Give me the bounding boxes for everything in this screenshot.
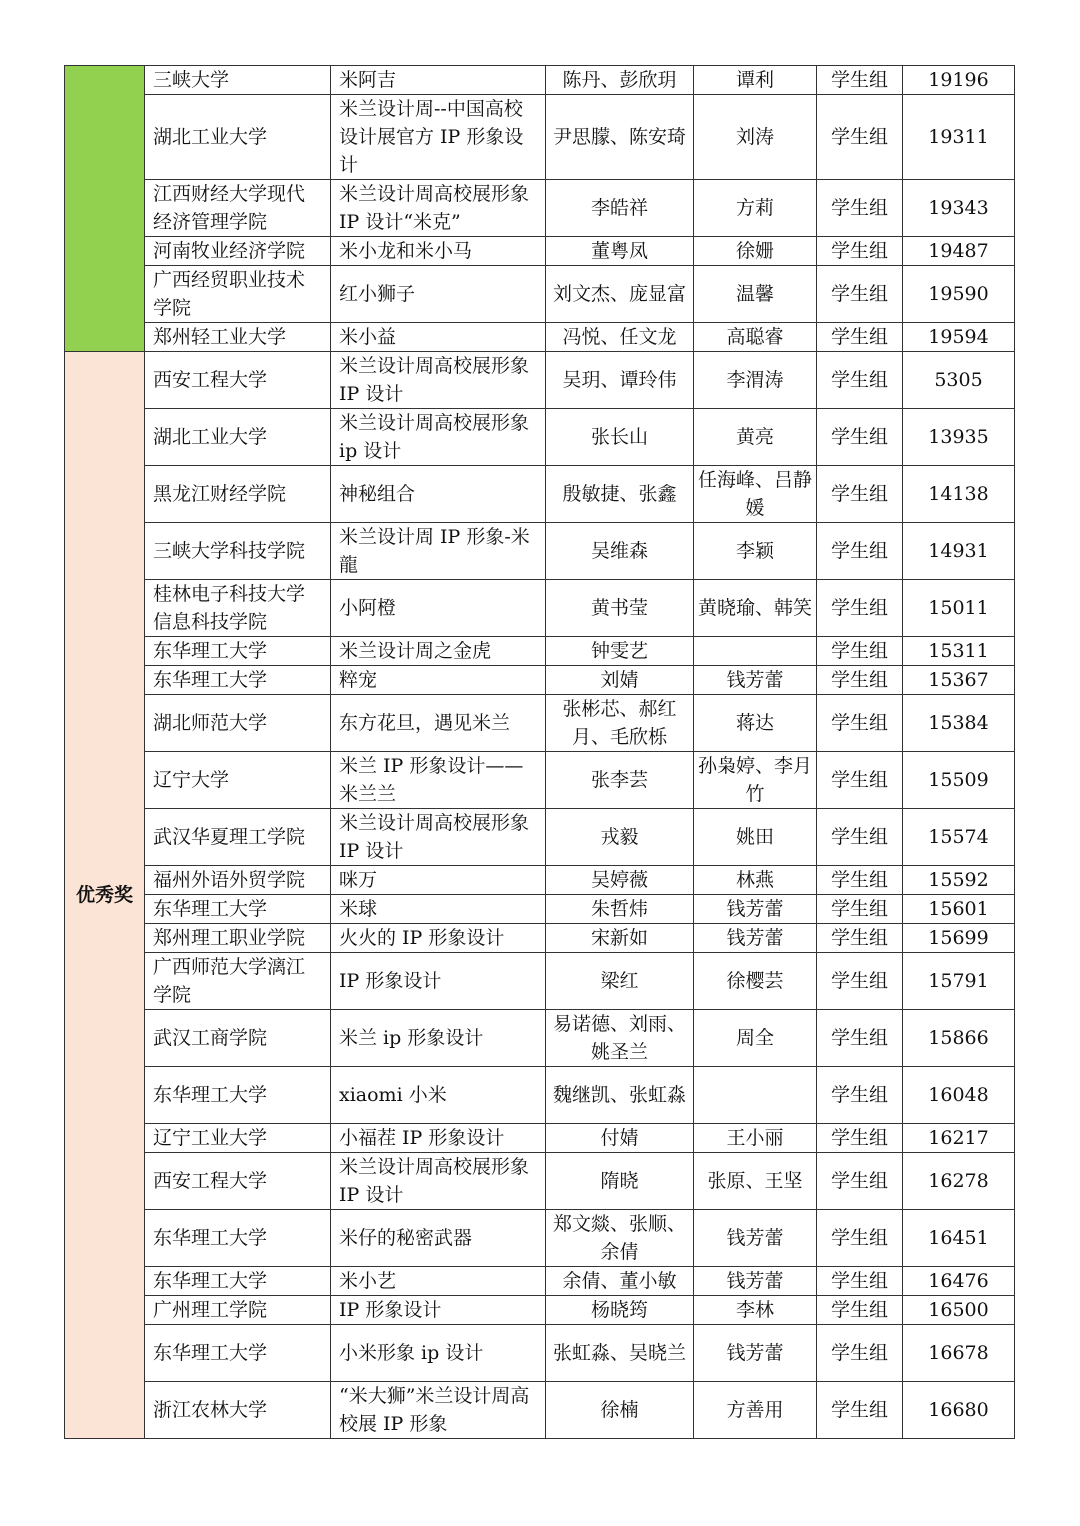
category-cell: 学生组: [817, 695, 903, 752]
authors-cell: 刘婧: [546, 666, 694, 695]
entry-id-cell: 16680: [903, 1382, 1015, 1439]
school-cell: 东华理工大学: [145, 1267, 331, 1296]
category-cell: 学生组: [817, 237, 903, 266]
advisor-cell: 钱芳蕾: [694, 924, 817, 953]
work-title-cell: xiaomi 小米: [331, 1067, 546, 1124]
school-cell: 浙江农林大学: [145, 1382, 331, 1439]
work-title-cell: 粹宠: [331, 666, 546, 695]
entry-id-cell: 13935: [903, 409, 1015, 466]
category-cell: 学生组: [817, 1382, 903, 1439]
authors-cell: 冯悦、任文龙: [546, 323, 694, 352]
authors-cell: 刘文杰、庞显富: [546, 266, 694, 323]
school-cell: 东华理工大学: [145, 1067, 331, 1124]
authors-cell: 殷敏捷、张鑫: [546, 466, 694, 523]
school-cell: 湖北师范大学: [145, 695, 331, 752]
entry-id-cell: 14138: [903, 466, 1015, 523]
advisor-cell: [694, 637, 817, 666]
advisor-cell: 徐樱芸: [694, 953, 817, 1010]
table-row: [65, 237, 1015, 266]
school-cell: 武汉工商学院: [145, 1010, 331, 1067]
table-row: [65, 637, 1015, 666]
category-cell: 学生组: [817, 1325, 903, 1382]
school-cell: 东华理工大学: [145, 1210, 331, 1267]
advisor-cell: 黄晓瑜、韩笑: [694, 580, 817, 637]
category-cell: 学生组: [817, 953, 903, 1010]
advisor-cell: 姚田: [694, 809, 817, 866]
table-row: [65, 666, 1015, 695]
award-level-cell: [65, 66, 145, 352]
table-row: [65, 523, 1015, 580]
entry-id-cell: 16217: [903, 1124, 1015, 1153]
category-cell: 学生组: [817, 1067, 903, 1124]
entry-id-cell: 14931: [903, 523, 1015, 580]
table-row: [65, 180, 1015, 237]
entry-id-cell: 15866: [903, 1010, 1015, 1067]
authors-cell: 戎毅: [546, 809, 694, 866]
work-title-cell: 火火的 IP 形象设计: [331, 924, 546, 953]
category-cell: 学生组: [817, 895, 903, 924]
advisor-cell: 李渭涛: [694, 352, 817, 409]
table-row: [65, 66, 1015, 95]
table-row: [65, 323, 1015, 352]
school-cell: 辽宁大学: [145, 752, 331, 809]
authors-cell: 黄书莹: [546, 580, 694, 637]
school-cell: 河南牧业经济学院: [145, 237, 331, 266]
entry-id-cell: 19590: [903, 266, 1015, 323]
table-row: [65, 866, 1015, 895]
entry-id-cell: 15574: [903, 809, 1015, 866]
entry-id-cell: 15592: [903, 866, 1015, 895]
work-title-cell: 米兰设计周高校展形象 IP 设计: [331, 809, 546, 866]
table-row: [65, 1067, 1015, 1124]
advisor-cell: 钱芳蕾: [694, 1325, 817, 1382]
table-row: [65, 809, 1015, 866]
entry-id-cell: 16476: [903, 1267, 1015, 1296]
school-cell: 郑州轻工业大学: [145, 323, 331, 352]
category-cell: 学生组: [817, 666, 903, 695]
authors-cell: 隋晓: [546, 1153, 694, 1210]
category-cell: 学生组: [817, 1210, 903, 1267]
award-list-table: [64, 65, 1015, 1439]
advisor-cell: 黄亮: [694, 409, 817, 466]
work-title-cell: 米兰设计周高校展形象 IP 设计“米克”: [331, 180, 546, 237]
work-title-cell: 米兰设计周高校展形象 IP 设计: [331, 352, 546, 409]
category-cell: 学生组: [817, 352, 903, 409]
school-cell: 桂林电子科技大学信息科技学院: [145, 580, 331, 637]
entry-id-cell: 15384: [903, 695, 1015, 752]
work-title-cell: 米兰设计周高校展形象 ip 设计: [331, 409, 546, 466]
school-cell: 黑龙江财经学院: [145, 466, 331, 523]
work-title-cell: 米小益: [331, 323, 546, 352]
advisor-cell: 钱芳蕾: [694, 666, 817, 695]
table-row: [65, 1267, 1015, 1296]
authors-cell: 李皓祥: [546, 180, 694, 237]
entry-id-cell: 19487: [903, 237, 1015, 266]
work-title-cell: 东方花旦，遇见米兰: [331, 695, 546, 752]
authors-cell: 张虹淼、吴晓兰: [546, 1325, 694, 1382]
advisor-cell: [694, 1067, 817, 1124]
advisor-cell: 李林: [694, 1296, 817, 1325]
authors-cell: 付婧: [546, 1124, 694, 1153]
school-cell: 西安工程大学: [145, 1153, 331, 1210]
advisor-cell: 钱芳蕾: [694, 1210, 817, 1267]
category-cell: 学生组: [817, 866, 903, 895]
category-cell: 学生组: [817, 637, 903, 666]
table-row: [65, 266, 1015, 323]
school-cell: 三峡大学科技学院: [145, 523, 331, 580]
advisor-cell: 钱芳蕾: [694, 1267, 817, 1296]
school-cell: 湖北工业大学: [145, 409, 331, 466]
school-cell: 西安工程大学: [145, 352, 331, 409]
table-row: [65, 1124, 1015, 1153]
authors-cell: 张彬芯、郝红月、毛欣栎: [546, 695, 694, 752]
award-level-cell: 优秀奖: [65, 352, 145, 1439]
table-row: [65, 695, 1015, 752]
advisor-cell: 张原、王坚: [694, 1153, 817, 1210]
category-cell: 学生组: [817, 809, 903, 866]
advisor-cell: 刘涛: [694, 95, 817, 180]
entry-id-cell: 15791: [903, 953, 1015, 1010]
table-row: [65, 1382, 1015, 1439]
authors-cell: 吴维森: [546, 523, 694, 580]
table-row: [65, 1010, 1015, 1067]
school-cell: 三峡大学: [145, 66, 331, 95]
school-cell: 江西财经大学现代经济管理学院: [145, 180, 331, 237]
authors-cell: 魏继凯、张虹淼: [546, 1067, 694, 1124]
category-cell: 学生组: [817, 924, 903, 953]
authors-cell: 易诺德、刘雨、姚圣兰: [546, 1010, 694, 1067]
category-cell: 学生组: [817, 466, 903, 523]
authors-cell: 钟雯艺: [546, 637, 694, 666]
authors-cell: 陈丹、彭欣玥: [546, 66, 694, 95]
entry-id-cell: 16500: [903, 1296, 1015, 1325]
advisor-cell: 方善用: [694, 1382, 817, 1439]
authors-cell: 宋新如: [546, 924, 694, 953]
advisor-cell: 孙枭婷、李月竹: [694, 752, 817, 809]
advisor-cell: 周全: [694, 1010, 817, 1067]
authors-cell: 余倩、董小敏: [546, 1267, 694, 1296]
category-cell: 学生组: [817, 752, 903, 809]
advisor-cell: 钱芳蕾: [694, 895, 817, 924]
category-cell: 学生组: [817, 266, 903, 323]
work-title-cell: 米兰设计周 IP 形象-米龍: [331, 523, 546, 580]
category-cell: 学生组: [817, 1124, 903, 1153]
school-cell: 湖北工业大学: [145, 95, 331, 180]
category-cell: 学生组: [817, 95, 903, 180]
advisor-cell: 温馨: [694, 266, 817, 323]
work-title-cell: 米兰 ip 形象设计: [331, 1010, 546, 1067]
entry-id-cell: 19311: [903, 95, 1015, 180]
table-row: [65, 752, 1015, 809]
authors-cell: 张李芸: [546, 752, 694, 809]
work-title-cell: IP 形象设计: [331, 953, 546, 1010]
school-cell: 辽宁工业大学: [145, 1124, 331, 1153]
table-row: [65, 466, 1015, 523]
table-row: [65, 95, 1015, 180]
work-title-cell: 米兰设计周--中国高校设计展官方 IP 形象设计: [331, 95, 546, 180]
award-list-body: [65, 66, 1015, 1439]
category-cell: 学生组: [817, 580, 903, 637]
advisor-cell: 李颖: [694, 523, 817, 580]
school-cell: 广西经贸职业技术学院: [145, 266, 331, 323]
work-title-cell: 米兰设计周之金虎: [331, 637, 546, 666]
table-row: [65, 1325, 1015, 1382]
table-row: [65, 924, 1015, 953]
work-title-cell: IP 形象设计: [331, 1296, 546, 1325]
advisor-cell: 王小丽: [694, 1124, 817, 1153]
advisor-cell: 高聪睿: [694, 323, 817, 352]
school-cell: 东华理工大学: [145, 666, 331, 695]
work-title-cell: 米阿吉: [331, 66, 546, 95]
school-cell: 东华理工大学: [145, 1325, 331, 1382]
advisor-cell: 方莉: [694, 180, 817, 237]
authors-cell: 吴婷薇: [546, 866, 694, 895]
table-row: [65, 1210, 1015, 1267]
advisor-cell: 蒋达: [694, 695, 817, 752]
work-title-cell: 米小艺: [331, 1267, 546, 1296]
category-cell: 学生组: [817, 1153, 903, 1210]
work-title-cell: 咪万: [331, 866, 546, 895]
entry-id-cell: 16048: [903, 1067, 1015, 1124]
advisor-cell: 谭利: [694, 66, 817, 95]
entry-id-cell: 15601: [903, 895, 1015, 924]
work-title-cell: 米仔的秘密武器: [331, 1210, 546, 1267]
table-row: [65, 1153, 1015, 1210]
table-row: [65, 895, 1015, 924]
school-cell: 武汉华夏理工学院: [145, 809, 331, 866]
authors-cell: 朱哲炜: [546, 895, 694, 924]
category-cell: 学生组: [817, 180, 903, 237]
work-title-cell: 红小狮子: [331, 266, 546, 323]
work-title-cell: “米大狮”米兰设计周高校展 IP 形象: [331, 1382, 546, 1439]
work-title-cell: 米球: [331, 895, 546, 924]
work-title-cell: 神秘组合: [331, 466, 546, 523]
entry-id-cell: 19196: [903, 66, 1015, 95]
work-title-cell: 米兰 IP 形象设计——米兰兰: [331, 752, 546, 809]
school-cell: 广州理工学院: [145, 1296, 331, 1325]
authors-cell: 杨晓筠: [546, 1296, 694, 1325]
school-cell: 郑州理工职业学院: [145, 924, 331, 953]
advisor-cell: 林燕: [694, 866, 817, 895]
authors-cell: 尹思朦、陈安琦: [546, 95, 694, 180]
table-row: [65, 352, 1015, 409]
work-title-cell: 米兰设计周高校展形象 IP 设计: [331, 1153, 546, 1210]
work-title-cell: 小米形象 ip 设计: [331, 1325, 546, 1382]
entry-id-cell: 19343: [903, 180, 1015, 237]
entry-id-cell: 15311: [903, 637, 1015, 666]
entry-id-cell: 15367: [903, 666, 1015, 695]
school-cell: 东华理工大学: [145, 637, 331, 666]
entry-id-cell: 19594: [903, 323, 1015, 352]
entry-id-cell: 16451: [903, 1210, 1015, 1267]
category-cell: 学生组: [817, 1267, 903, 1296]
authors-cell: 梁红: [546, 953, 694, 1010]
school-cell: 广西师范大学漓江学院: [145, 953, 331, 1010]
table-row: [65, 1296, 1015, 1325]
entry-id-cell: 15699: [903, 924, 1015, 953]
work-title-cell: 小阿橙: [331, 580, 546, 637]
work-title-cell: 小福茬 IP 形象设计: [331, 1124, 546, 1153]
category-cell: 学生组: [817, 66, 903, 95]
table-row: [65, 409, 1015, 466]
table-row: [65, 580, 1015, 637]
school-cell: 福州外语外贸学院: [145, 866, 331, 895]
table-row: [65, 953, 1015, 1010]
entry-id-cell: 15011: [903, 580, 1015, 637]
authors-cell: 张长山: [546, 409, 694, 466]
advisor-cell: 徐姗: [694, 237, 817, 266]
advisor-cell: 任海峰、吕静媛: [694, 466, 817, 523]
category-cell: 学生组: [817, 409, 903, 466]
category-cell: 学生组: [817, 1010, 903, 1067]
category-cell: 学生组: [817, 1296, 903, 1325]
school-cell: 东华理工大学: [145, 895, 331, 924]
authors-cell: 徐楠: [546, 1382, 694, 1439]
authors-cell: 董粤凤: [546, 237, 694, 266]
authors-cell: 吴玥、谭玲伟: [546, 352, 694, 409]
entry-id-cell: 15509: [903, 752, 1015, 809]
entry-id-cell: 5305: [903, 352, 1015, 409]
authors-cell: 郑文燚、张顺、余倩: [546, 1210, 694, 1267]
category-cell: 学生组: [817, 523, 903, 580]
entry-id-cell: 16278: [903, 1153, 1015, 1210]
work-title-cell: 米小龙和米小马: [331, 237, 546, 266]
entry-id-cell: 16678: [903, 1325, 1015, 1382]
category-cell: 学生组: [817, 323, 903, 352]
